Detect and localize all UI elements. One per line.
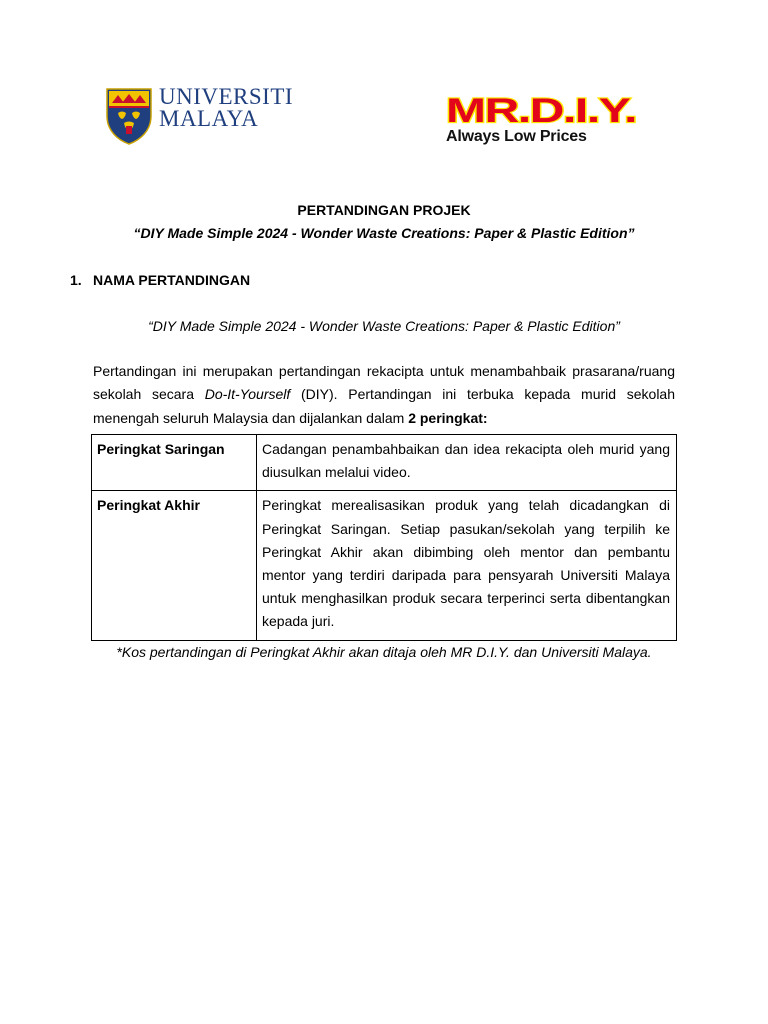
section-heading <box>70 272 250 288</box>
intro-text-2: (DIY). Pertandingan ini terbuka kepada murid sekolah menengah seluruh Malaysia dan dijalankan dalam <box>93 386 675 426</box>
mr-diy-wordmark-icon <box>444 92 644 128</box>
document-title: PERTANDINGAN PROJEK <box>297 202 471 218</box>
intro-text-1: Pertandingan ini merupakan pertandingan rekacipta untuk menambahbaik prasarana/ruang sekolah secara <box>93 363 675 403</box>
um-crest-icon <box>104 86 154 146</box>
stage-description-cell: Cadangan penambahbaikan dan idea rekacipta oleh murid yang diusulkan melalui video. <box>257 435 677 491</box>
stage-name-cell: Peringkat Saringan <box>92 435 257 491</box>
stage-description-cell: Peringkat merealisasikan produk yang telah dicadangkan di Peringkat Saringan. Setiap pasukan/sekolah yang terpilih ke Peringkat Akhir akan dibimbing oleh mentor dan pembantu mentor yang terdiri daripada para pensyarah Universiti Malaya untuk menghasilkan produk secara terperinci serta dibentangkan kepada juri. <box>257 491 677 640</box>
universiti-malaya-logo <box>104 86 304 148</box>
competition-name: “DIY Made Simple 2024 - Wonder Waste Creations: Paper & Plastic Edition” <box>148 318 620 334</box>
um-wordmark <box>159 86 293 130</box>
mr-diy-logo <box>444 92 644 152</box>
table-row <box>92 435 677 491</box>
table-row <box>92 491 677 640</box>
document-subtitle: “DIY Made Simple 2024 - Wonder Waste Creations: Paper & Plastic Edition” <box>133 225 635 241</box>
stage-name-cell: Peringkat Akhir <box>92 491 257 640</box>
footnote: *Kos pertandingan di Peringkat Akhir akan ditaja oleh MR D.I.Y. dan Universiti Malaya. <box>116 644 652 660</box>
intro-italic-term: Do-It-Yourself <box>204 386 291 403</box>
intro-paragraph <box>93 360 675 430</box>
um-wordmark-line1: UNIVERSITI <box>159 84 294 109</box>
intro-bold-count: 2 peringkat: <box>408 409 488 426</box>
um-wordmark-line2: MALAYA <box>159 106 259 131</box>
mr-diy-brand-text: MR.D.I.Y. <box>446 92 636 128</box>
stages-table <box>91 434 677 641</box>
section-number: 1. <box>70 272 82 288</box>
mr-diy-tagline: Always Low Prices <box>446 128 587 145</box>
section-title: NAMA PERTANDINGAN <box>93 272 251 288</box>
